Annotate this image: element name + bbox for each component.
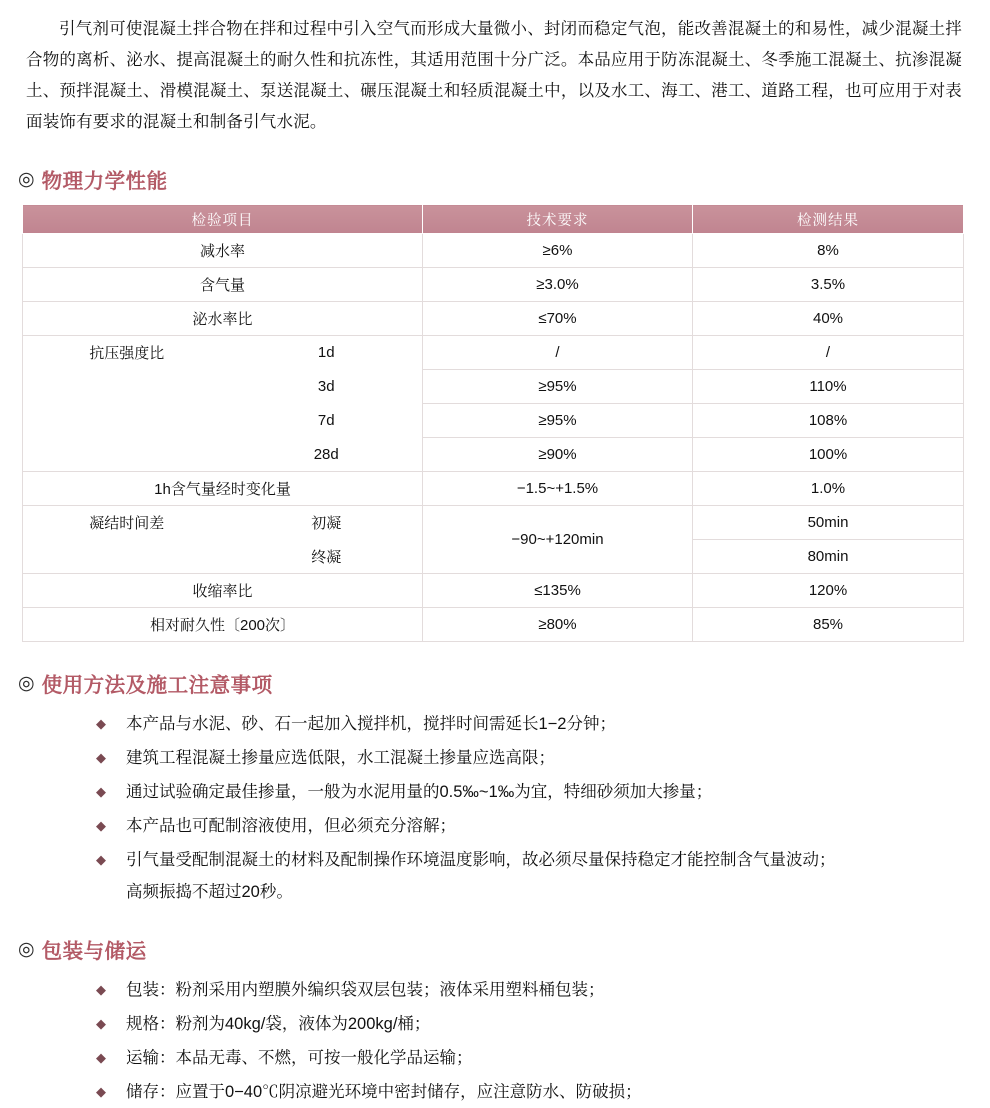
- diamond-bullet-icon: ◆: [96, 818, 106, 833]
- list-item: [96, 974, 972, 1006]
- list-item-text: 储存：应置于0−40℃阴凉避光环境中密封储存，应注意防水、防破损；: [126, 1083, 642, 1101]
- table-row: [23, 234, 964, 268]
- table-cell-item: 相对耐久性〔200次〕: [23, 608, 423, 642]
- list-item: [96, 708, 972, 740]
- diamond-bullet-icon: ◆: [96, 1050, 106, 1065]
- table-cell-group-label-empty: [23, 438, 230, 471]
- packaging-list: [18, 974, 972, 1108]
- list-item: [96, 1008, 972, 1040]
- table-row: [23, 268, 964, 302]
- ring-icon: ◎: [18, 168, 35, 190]
- table-cell-group-label-spacer: [23, 336, 423, 370]
- table-cell-item: 含气量: [23, 268, 423, 302]
- list-item-text: 运输：本品无毒、不燃，可按一般化学品运输；: [126, 1049, 473, 1067]
- table-cell-requirement: ≥80%: [423, 608, 693, 642]
- table-cell-group-label-spacer: [23, 506, 423, 540]
- table-cell-sub: 初凝: [311, 515, 342, 533]
- list-item: [96, 776, 972, 808]
- table-cell-result: 120%: [693, 574, 964, 608]
- table-cell-requirement: ≥6%: [423, 234, 693, 268]
- table-row: [23, 608, 964, 642]
- diamond-bullet-icon: ◆: [96, 852, 106, 867]
- diamond-bullet-icon: ◆: [96, 750, 106, 765]
- table-cell-requirement: ≥3.0%: [423, 268, 693, 302]
- table-cell-requirement: ≥95%: [423, 370, 693, 404]
- table-row: [23, 336, 964, 370]
- usage-list: [18, 708, 972, 908]
- table-cell-item: 收缩率比: [23, 574, 423, 608]
- list-item-text: 包装：粉剂采用内塑膜外编织袋双层包装；液体采用塑料桶包装；: [126, 981, 605, 999]
- list-item-text: 规格：粉剂为40kg/袋，液体为200kg/桶；: [126, 1015, 431, 1033]
- table-cell-item: 减水率: [23, 234, 423, 268]
- table-cell-result: 85%: [693, 608, 964, 642]
- table-cell-sub: 终凝: [311, 548, 342, 566]
- table-header-cell: 检测结果: [693, 205, 964, 234]
- table-cell-requirement: /: [423, 336, 693, 370]
- table-cell-requirement: ≥95%: [423, 404, 693, 438]
- table-cell-result: 100%: [693, 438, 964, 472]
- table-header-row: [23, 205, 964, 234]
- table-header-cell: 检验项目: [23, 205, 423, 234]
- table-cell-group-label-empty: [23, 404, 230, 437]
- table-cell-requirement: ≤135%: [423, 574, 693, 608]
- table-cell-result: 110%: [693, 370, 964, 404]
- table-cell-requirement: −1.5~+1.5%: [423, 472, 693, 506]
- table-cell-item: 1h含气量经时变化量: [23, 472, 423, 506]
- table-cell-group-label: 抗压强度比: [89, 345, 165, 363]
- section-heading-packaging: [18, 934, 972, 964]
- list-item: [96, 1076, 972, 1108]
- list-item-text: 引气量受配制混凝土的材料及配制操作环境温度影响，故必须尽量保持稳定才能控制含气量波动；: [126, 851, 836, 869]
- list-item: [96, 742, 972, 774]
- table-header-cell: 技术要求: [423, 205, 693, 234]
- table-row: [23, 302, 964, 336]
- table-cell-group-label-spacer: [23, 370, 423, 404]
- table-cell-group-label: 凝结时间差: [89, 515, 165, 533]
- table-row: [23, 438, 964, 472]
- table-cell-result: 50min: [693, 506, 964, 540]
- table-cell-result: 40%: [693, 302, 964, 336]
- diamond-bullet-icon: ◆: [96, 784, 106, 799]
- list-item-text: 本产品与水泥、砂、石一起加入搅拌机，搅拌时间需延长1−2分钟；: [126, 715, 616, 733]
- table-cell-result: 1.0%: [693, 472, 964, 506]
- table-cell-sub: 1d: [317, 344, 335, 362]
- table-row: [23, 472, 964, 506]
- section-title: 包装与储运: [41, 940, 147, 963]
- spec-table: [22, 204, 964, 642]
- table-cell-group-label-spacer: [23, 438, 423, 472]
- list-item-text: 建筑工程混凝土掺量应选低限，水工混凝土掺量应选高限；: [126, 749, 555, 767]
- list-item: [96, 1042, 972, 1074]
- table-cell-result: /: [693, 336, 964, 370]
- diamond-bullet-icon: ◆: [96, 982, 106, 997]
- table-cell-result: 3.5%: [693, 268, 964, 302]
- section-heading-physical-properties: [18, 164, 972, 194]
- table-cell-requirement: ≤70%: [423, 302, 693, 336]
- section-heading-usage: [18, 668, 972, 698]
- table-row: [23, 404, 964, 438]
- table-cell-requirement: −90~+120min: [423, 506, 693, 574]
- table-cell-group-label-spacer: [23, 540, 423, 574]
- ring-icon: ◎: [18, 672, 35, 694]
- table-cell-result: 108%: [693, 404, 964, 438]
- table-cell-sub: 3d: [317, 378, 335, 395]
- table-cell-sub: 28d: [313, 445, 339, 463]
- list-item: [96, 810, 972, 842]
- diamond-bullet-icon: ◆: [96, 1084, 106, 1099]
- table-cell-requirement: ≥90%: [423, 438, 693, 472]
- table-cell-group-label-empty: [23, 370, 230, 403]
- list-item-text-continuation: 高频振捣不超过20秒。: [126, 883, 293, 901]
- table-row: [23, 370, 964, 404]
- table-row: [23, 506, 964, 540]
- table-cell-item: 泌水率比: [23, 302, 423, 336]
- intro-paragraph: 引气剂可使混凝土拌合物在拌和过程中引入空气而形成大量微小、封闭而稳定气泡，能改善混凝土的和易性，减少混凝土拌合物的离析、泌水、提高混凝土的耐久性和抗冻性，其适用范围十分广泛。本品应用于防冻混凝土、冬季施工混凝土、抗渗混凝土、预拌混凝土、滑模混凝土、泵送混凝土、碾压混凝土和轻质混凝土中，以及水工、海工、港工、道路工程，也可应用于对表面装饰有要求的混凝土和制备引气水泥。: [26, 20, 962, 131]
- table-cell-result: 8%: [693, 234, 964, 268]
- list-item-text: 通过试验确定最佳掺量，一般为水泥用量的0.5‰~1‰为宜，特细砂须加大掺量；: [126, 783, 713, 801]
- list-item-text: 本产品也可配制溶液使用，但必须充分溶解；: [126, 817, 456, 835]
- ring-icon: ◎: [18, 938, 35, 960]
- list-item: [96, 844, 972, 908]
- table-cell-group-label-spacer: [23, 404, 423, 438]
- table-row: [23, 574, 964, 608]
- diamond-bullet-icon: ◆: [96, 1016, 106, 1031]
- table-cell-result: 80min: [693, 540, 964, 574]
- diamond-bullet-icon: ◆: [96, 716, 106, 731]
- table-cell-sub: 7d: [317, 412, 335, 429]
- section-title: 使用方法及施工注意事项: [41, 674, 273, 697]
- table-cell-group-label-empty: [23, 540, 230, 573]
- section-title: 物理力学性能: [41, 170, 168, 193]
